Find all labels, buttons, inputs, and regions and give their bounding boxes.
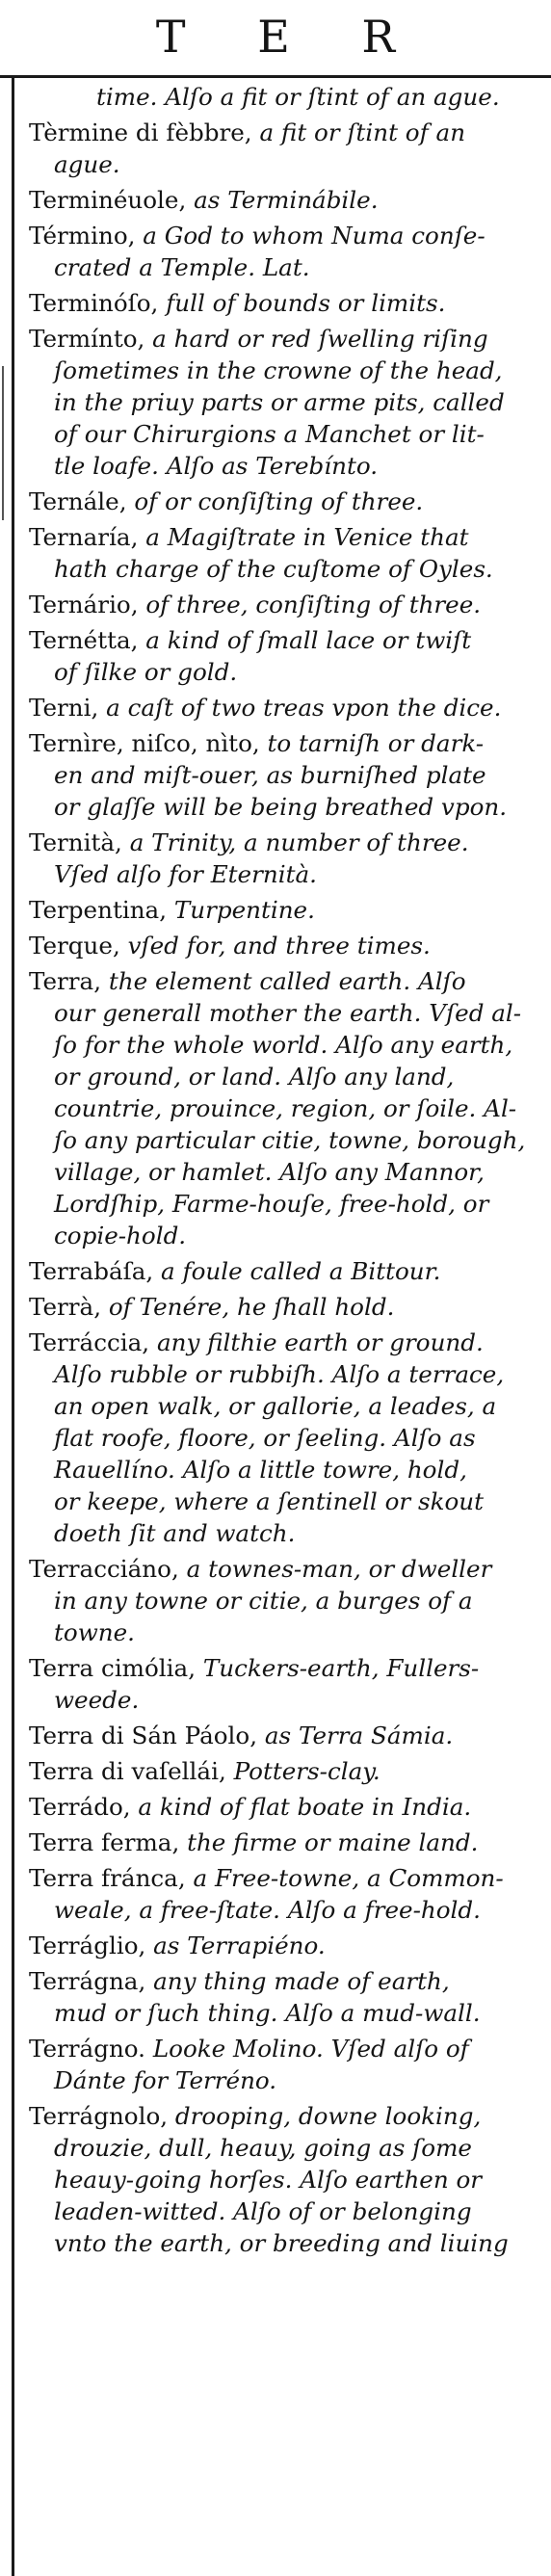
entry-definition: mud or ſuch thing. Alſo a mud-wall.: [54, 1999, 481, 2027]
dictionary-entry: [29, 1827, 543, 1858]
entry-headword: Término,: [29, 222, 136, 250]
entry-definition: a Magiſtrate in Venice that: [138, 523, 469, 551]
entry-first-line: [29, 486, 543, 517]
entry-definition: hath charge of the cuſtome of Oyles.: [54, 555, 493, 583]
entry-definition: or ground, or land. Alſo any land,: [54, 1063, 455, 1091]
entry-definition: Rauellíno. Alſo a little towre, hold,: [54, 1456, 467, 1484]
entry-first-line: [29, 81, 543, 113]
dictionary-entry: [29, 2100, 543, 2259]
entry-continuation-line: [29, 1029, 543, 1061]
entry-continuation-line: [29, 2064, 543, 2096]
entry-definition: drouzie, dull, heauy, going as ſome: [54, 2134, 472, 2162]
entry-definition: an open walk, or gallorie, a leades, a: [54, 1392, 497, 1420]
entry-definition: or keepe, where a ſentinell or skout: [54, 1487, 485, 1515]
dictionary-entry: [29, 589, 543, 620]
dictionary-entry: [29, 1930, 543, 1961]
dictionary-entry: [29, 287, 543, 319]
entry-first-line: [29, 1862, 543, 1894]
entry-continuation-line: [29, 1124, 543, 1156]
entry-headword: Terráccia,: [29, 1328, 150, 1356]
entry-definition: any filthie earth or ground.: [149, 1328, 484, 1356]
entry-definition: vſed for, and three times.: [119, 932, 431, 959]
entry-headword: Terminéuole,: [29, 186, 187, 214]
entry-definition: full of bounds or limits.: [158, 289, 446, 317]
dictionary-entry: [29, 965, 543, 1251]
entry-headword: Ternaría,: [29, 523, 139, 551]
entry-definition: time. Alſo a fit or ſtint of an ague.: [96, 83, 500, 111]
entry-definition: as Terrapiéno.: [145, 1932, 326, 1959]
entry-headword: Terra ferma,: [29, 1828, 180, 1856]
entry-continuation-line: [29, 1390, 543, 1422]
entry-headword: Terminóſo,: [29, 289, 159, 317]
dictionary-entry: [29, 486, 543, 517]
entry-definition: of Tenére, he ſhall hold.: [101, 1293, 395, 1321]
entry-headword: Terra fránca,: [29, 1864, 186, 1892]
entry-definition: village, or hamlet. Alſo any Mannor,: [54, 1158, 485, 1186]
entry-headword: Terra cimólia,: [29, 1654, 197, 1682]
entry-headword: Terrágno.: [29, 2035, 145, 2063]
entry-first-line: [29, 1827, 543, 1858]
entry-definition: Alſo rubble or rubbiſh. Alſo a terrace,: [54, 1360, 505, 1388]
dictionary-entry: [29, 827, 543, 890]
entry-definition: weale, a free-ſtate. Alſo a free-hold.: [54, 1896, 481, 1924]
entry-headword: Terra,: [29, 967, 102, 995]
entry-headword: Terrà,: [29, 1293, 102, 1321]
entry-headword: Ternità,: [29, 828, 122, 856]
entry-headword: Tèrmine di fèbbre,: [29, 118, 252, 146]
margin-bracket: [2, 366, 4, 520]
dictionary-entry: [29, 521, 543, 585]
running-head: T E R: [155, 11, 425, 63]
entry-continuation-line: [29, 1485, 543, 1517]
entry-continuation-line: [29, 2227, 543, 2259]
entry-first-line: [29, 965, 543, 997]
entry-definition: countrie, prouince, region, or ſoile. Al-: [54, 1094, 517, 1122]
entry-definition: a Trinity, a number of three.: [121, 828, 469, 856]
dictionary-entry: [29, 2033, 543, 2096]
entry-continuation-line: [29, 2195, 543, 2227]
dictionary-entry: [29, 1291, 543, 1323]
entry-headword: Terpentina,: [29, 896, 168, 924]
entry-continuation-line: [29, 1517, 543, 1549]
entry-definition: copie-hold.: [54, 1222, 187, 1249]
entry-headword: Ternále,: [29, 487, 127, 515]
entry-definition: a kind of ſmall lace or twiſt: [138, 626, 472, 654]
dictionary-entry: [29, 184, 543, 216]
entry-continuation-line: [29, 1188, 543, 1220]
entry-continuation-line: [29, 858, 543, 890]
entry-continuation-line: [29, 1454, 543, 1485]
entry-continuation-line: [29, 791, 543, 823]
entry-first-line: [29, 1553, 543, 1585]
entry-continuation-line: [29, 1997, 543, 2029]
entry-headword: Terráglio,: [29, 1932, 146, 1959]
entry-definition: Tuckers-earth, Fullers-: [196, 1654, 480, 1682]
entry-continuation-line: [29, 1358, 543, 1390]
entry-continuation-line: [29, 2132, 543, 2164]
entry-first-line: [29, 1791, 543, 1823]
entry-continuation-line: [29, 1220, 543, 1251]
dictionary-entry: [29, 323, 543, 482]
entry-continuation-line: [29, 386, 543, 418]
entry-first-line: [29, 1327, 543, 1358]
entry-definition: Dánte for Terréno.: [54, 2066, 277, 2094]
entry-definition: as Terminábile.: [186, 186, 379, 214]
entry-definition: ſo for the whole world. Alſo any earth,: [54, 1031, 513, 1059]
entry-definition: ague.: [54, 150, 120, 178]
entry-first-line: [29, 1755, 543, 1787]
entry-definition: a kind of flat boate in India.: [130, 1793, 472, 1821]
entry-continuation-line: [29, 1061, 543, 1092]
entry-first-line: [29, 692, 543, 723]
entry-headword: Terra di vaſellái,: [29, 1757, 226, 1785]
entry-definition: of three, conſiſting of three.: [138, 591, 482, 618]
dictionary-entry: [29, 930, 543, 961]
entry-definition: Looke Molino. Vſed alſo of: [145, 2035, 469, 2063]
entry-definition: of ſilke or gold.: [54, 658, 238, 686]
entry-headword: Terrágna,: [29, 1967, 146, 1995]
entry-first-line: [29, 1652, 543, 1684]
entry-definition: Vſed alſo for Eternità.: [54, 860, 317, 888]
entry-definition: a fit or ſtint of an: [251, 118, 466, 146]
entry-definition: en and miſt-ouer, as burniſhed plate: [54, 761, 486, 789]
entry-definition: tle loafe. Alſo as Terebínto.: [54, 452, 379, 480]
dictionary-entry: [29, 1327, 543, 1549]
entry-definition: our generall mother the earth. Vſed al-: [54, 999, 522, 1027]
entry-definition: the element called earth. Alſo: [101, 967, 466, 995]
entry-continuation-line: [29, 1092, 543, 1124]
entry-continuation-line: [29, 1422, 543, 1454]
entry-continuation-line: [29, 355, 543, 386]
entry-definition: a Free-towne, a Common-: [185, 1864, 504, 1892]
entry-headword: Ternétta,: [29, 626, 139, 654]
entry-continuation-line: [29, 1894, 543, 1926]
entry-continuation-line: [29, 997, 543, 1029]
entry-definition: Turpentine.: [167, 896, 315, 924]
entry-continuation-line: [29, 2164, 543, 2195]
entry-first-line: [29, 2033, 543, 2064]
entry-definition: a hard or red ſwelling riſing: [144, 325, 488, 353]
entry-first-line: [29, 1930, 543, 1961]
entry-headword: Terni,: [29, 694, 99, 722]
entry-first-line: [29, 2100, 543, 2132]
entry-first-line: [29, 220, 543, 251]
entry-headword: Termínto,: [29, 325, 145, 353]
dictionary-entry: [29, 1720, 543, 1751]
entry-headword: Ternìre, niſco, nìto,: [29, 729, 260, 757]
entry-definition: Potters-clay.: [225, 1757, 380, 1785]
entry-definition: a God to whom Numa conſe-: [135, 222, 485, 250]
entry-first-line: [29, 521, 543, 553]
entry-first-line: [29, 184, 543, 216]
entry-definition: of or conſiſting of three.: [126, 487, 424, 515]
dictionary-entry: [29, 1652, 543, 1716]
entry-headword: Terque,: [29, 932, 120, 959]
entry-headword: Terrádo,: [29, 1793, 131, 1821]
dictionary-entry: [29, 220, 543, 283]
entry-definition: in any towne or citie, a burges of a: [54, 1587, 473, 1615]
entry-definition: ſo any particular citie, towne, borough,: [54, 1126, 526, 1154]
header-rule: [0, 75, 551, 78]
entry-definition: ſometimes in the crowne of the head,: [54, 356, 503, 384]
entry-headword: Terrágnolo,: [29, 2102, 169, 2130]
entry-definition: crated a Temple. Lat.: [54, 253, 310, 281]
dictionary-entry: [29, 81, 543, 113]
entry-continuation-line: [29, 1617, 543, 1648]
entry-headword: Terrabáſa,: [29, 1257, 154, 1285]
entry-first-line: [29, 930, 543, 961]
entry-first-line: [29, 323, 543, 355]
entry-first-line: [29, 894, 543, 926]
dictionary-column: [29, 81, 543, 2263]
entry-definition: the firme or maine land.: [179, 1828, 479, 1856]
entry-continuation-line: [29, 553, 543, 585]
entry-first-line: [29, 1291, 543, 1323]
dictionary-entry: [29, 727, 543, 823]
entry-definition: a townes-man, or dweller: [178, 1555, 492, 1583]
entry-definition: drooping, downe looking,: [168, 2102, 482, 2130]
entry-definition: as Terra Sámia.: [257, 1722, 454, 1749]
entry-continuation-line: [29, 1156, 543, 1188]
entry-continuation-line: [29, 1585, 543, 1617]
entry-continuation-line: [29, 1684, 543, 1716]
entry-first-line: [29, 727, 543, 759]
entry-definition: a caſt of two treas vpon the dice.: [98, 694, 502, 722]
dictionary-entry: [29, 1791, 543, 1823]
dictionary-entry: [29, 117, 543, 180]
entry-definition: weede.: [54, 1686, 140, 1714]
entry-definition: any thing made of earth,: [145, 1967, 450, 1995]
entry-continuation-line: [29, 759, 543, 791]
dictionary-entry: [29, 1255, 543, 1287]
entry-definition: flat roofe, floore, or ſeeling. Alſo as: [54, 1424, 476, 1452]
dictionary-entry: [29, 1553, 543, 1648]
entry-definition: in the priuy parts or arme pits, called: [54, 388, 505, 416]
entry-definition: vnto the earth, or breeding and liuing: [54, 2229, 509, 2257]
entry-headword: Terracciáno,: [29, 1555, 179, 1583]
dictionary-entry: [29, 1755, 543, 1787]
entry-first-line: [29, 117, 543, 148]
entry-first-line: [29, 1720, 543, 1751]
dictionary-entry: [29, 692, 543, 723]
dictionary-entry: [29, 1965, 543, 2029]
entry-definition: Lordſhip, Farme-houſe, free-hold, or: [54, 1190, 489, 1218]
entry-continuation-line: [29, 656, 543, 688]
entry-definition: or glaſſe will be being breathed vpon.: [54, 793, 508, 821]
entry-definition: doeth ſit and watch.: [54, 1519, 296, 1547]
dictionary-entry: [29, 624, 543, 688]
entry-definition: of our Chirurgions a Manchet or lit-: [54, 420, 485, 448]
entry-continuation-line: [29, 450, 543, 482]
entry-first-line: [29, 1965, 543, 1997]
entry-first-line: [29, 624, 543, 656]
entry-headword: Ternário,: [29, 591, 139, 618]
entry-continuation-line: [29, 148, 543, 180]
entry-definition: a foule called a Bittour.: [153, 1257, 441, 1285]
column-rule: [12, 75, 14, 2576]
entry-first-line: [29, 1255, 543, 1287]
dictionary-entry: [29, 1862, 543, 1926]
entry-definition: to tarniſh or dark-: [259, 729, 485, 757]
entry-definition: leaden-witted. Alſo of or belonging: [54, 2197, 472, 2225]
entry-headword: Terra di Sán Páolo,: [29, 1722, 258, 1749]
dictionary-entry: [29, 894, 543, 926]
entry-first-line: [29, 589, 543, 620]
entry-continuation-line: [29, 251, 543, 283]
entry-first-line: [29, 827, 543, 858]
entry-definition: heauy-going horſes. Alſo earthen or: [54, 2166, 483, 2194]
entry-first-line: [29, 287, 543, 319]
entry-definition: towne.: [54, 1618, 135, 1646]
entry-continuation-line: [29, 418, 543, 450]
